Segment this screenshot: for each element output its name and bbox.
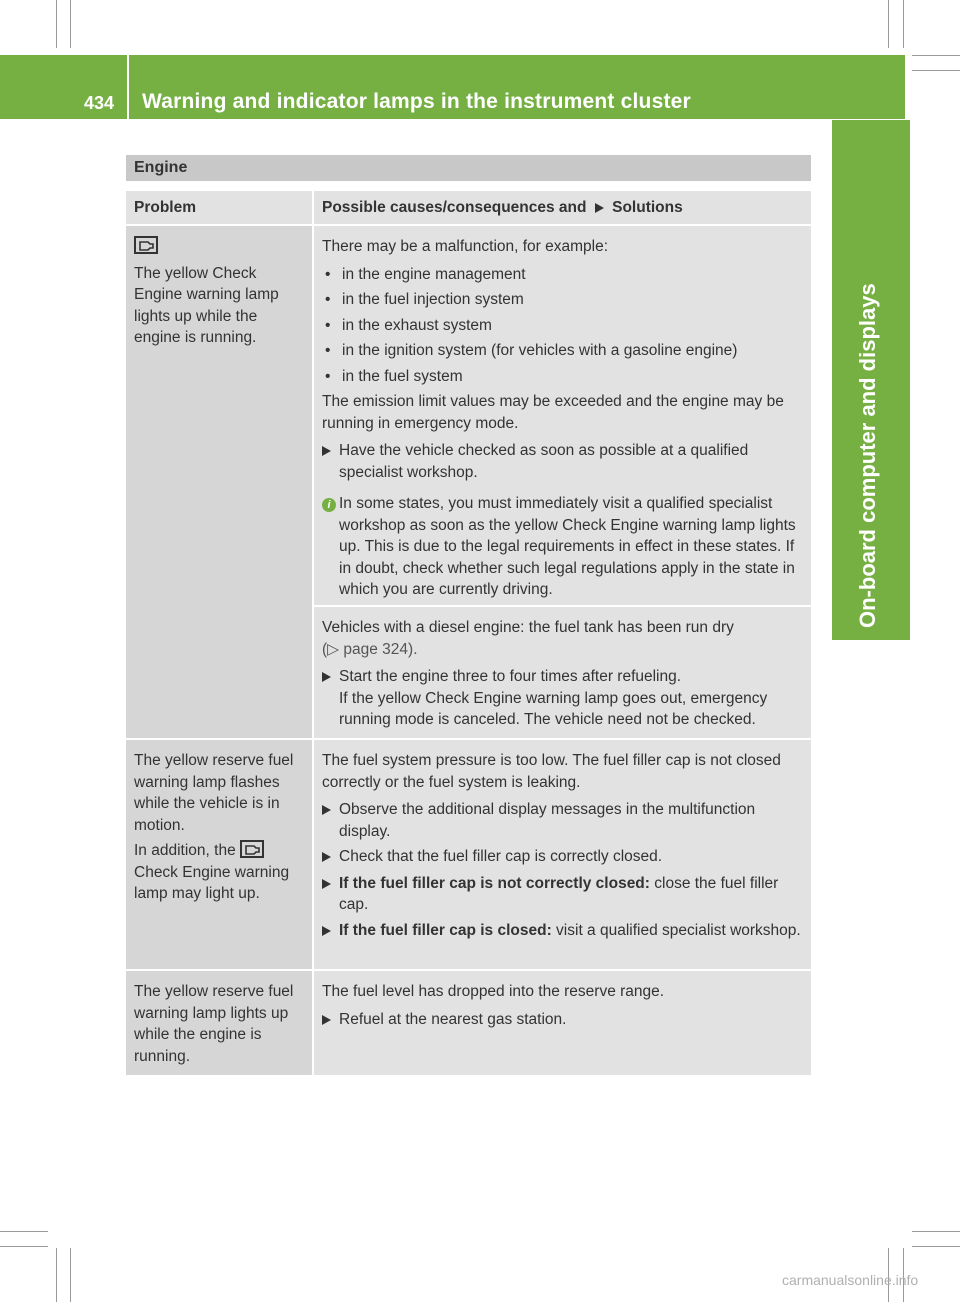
table-title-row [126,155,811,181]
crop-mark [56,1248,57,1302]
engine-table [126,155,811,1075]
problem-cell [126,226,312,738]
solution-cell [314,971,811,1075]
list-item: • in the fuel system [325,367,463,385]
arrow-icon [322,926,331,936]
crop-mark [0,1231,48,1232]
crop-mark [903,0,904,48]
table-row [126,226,811,738]
crop-mark [56,0,57,48]
crop-mark [0,1246,48,1247]
problem-text: The yellow reserve fuel warning lamp flashes while the vehicle is in motion. [134,752,294,834]
page-number: 434 [84,93,115,113]
crop-mark [70,1248,71,1302]
solution-intro: The fuel level has dropped into the reserve range. [322,983,665,1000]
table-header-row [126,191,811,224]
problem-text: The yellow Check Engine warning lamp lights up while the engine is running. [134,264,279,346]
action-step: Start the engine three to four times after refueling. If the yellow Check Engine warning lamp goes out, emergency running mode is canceled. The vehicle need not be checked. [322,666,803,731]
crop-mark [912,1246,960,1247]
info-icon: i [322,498,336,512]
action-step: Refuel at the nearest gas station. [322,1009,803,1032]
solution-cell [314,607,811,738]
table-row [126,740,811,969]
solution-intro: The fuel system pressure is too low. The fuel filler cap is not closed correctly or the fuel system is leaking. [322,752,781,791]
action-step: Observe the additional display messages in the multifunction display. [322,799,803,842]
page-title: Warning and indicator lamps in the instrument cluster [142,90,691,113]
crop-mark [912,1231,960,1232]
problem-text: The yellow reserve fuel warning lamp lights up while the engine is running. [134,983,294,1065]
section-title: Engine [134,159,188,176]
check-engine-icon [240,840,264,858]
column-header-solutions [314,191,811,224]
header-divider [127,55,129,119]
side-tab-label: On-board computer and displays [855,283,880,628]
arrow-icon [322,1015,331,1025]
crop-mark [912,55,960,56]
column-header-problem: Problem [126,191,312,224]
problem-cell [126,740,312,969]
arrow-icon [322,879,331,889]
check-engine-icon [134,236,158,254]
table-row [126,971,811,1075]
problem-text: In addition, the Check Engine warning lamp may light up. [134,842,290,902]
column-header-suffix: Solutions [612,199,683,216]
arrow-icon [595,203,604,213]
arrow-icon [322,852,331,862]
crop-mark [70,0,71,48]
list-item: • in the engine management [325,265,526,283]
action-step: Check that the fuel filler cap is correctly closed. [322,846,803,869]
list-item: • in the fuel injection system [325,291,524,308]
emission-text: The emission limit values may be exceeded and the engine may be running in emergency mode. [322,393,784,432]
problem-cell [126,971,312,1075]
solution-cell [314,740,811,969]
crop-mark [912,70,960,71]
list-item: • in the ignition system (for vehicles with a gasoline engine) [325,342,738,359]
action-step: Have the vehicle checked as soon as possible at a qualified specialist workshop. [322,440,803,483]
action-step: If the fuel filler cap is not correctly closed: close the fuel filler cap. [322,873,803,916]
crop-mark [888,0,889,48]
info-note: i In some states, you must immediately visit a qualified specialist workshop as soon as the yellow Check Engine warning lamp lights up. This is due to the legal requirements in effect in these states. If in doubt, check whether such legal regulations apply in the state in which you are currently driving. [322,493,803,601]
action-step: If the fuel filler cap is closed: visit a qualified specialist workshop. [322,920,803,943]
diesel-intro: Vehicles with a diesel engine: the fuel tank has been run dry [322,619,734,636]
column-header-prefix: Possible causes/consequences and [322,199,587,216]
arrow-icon [322,805,331,815]
arrow-icon [322,672,331,682]
list-item: • in the exhaust system [325,316,492,334]
arrow-icon [322,446,331,456]
watermark: carmanualsonline.info [782,1272,919,1288]
solution-intro: There may be a malfunction, for example: [322,238,609,255]
solution-cell [314,226,811,605]
page-reference[interactable]: (▷ page 324). [322,640,418,658]
